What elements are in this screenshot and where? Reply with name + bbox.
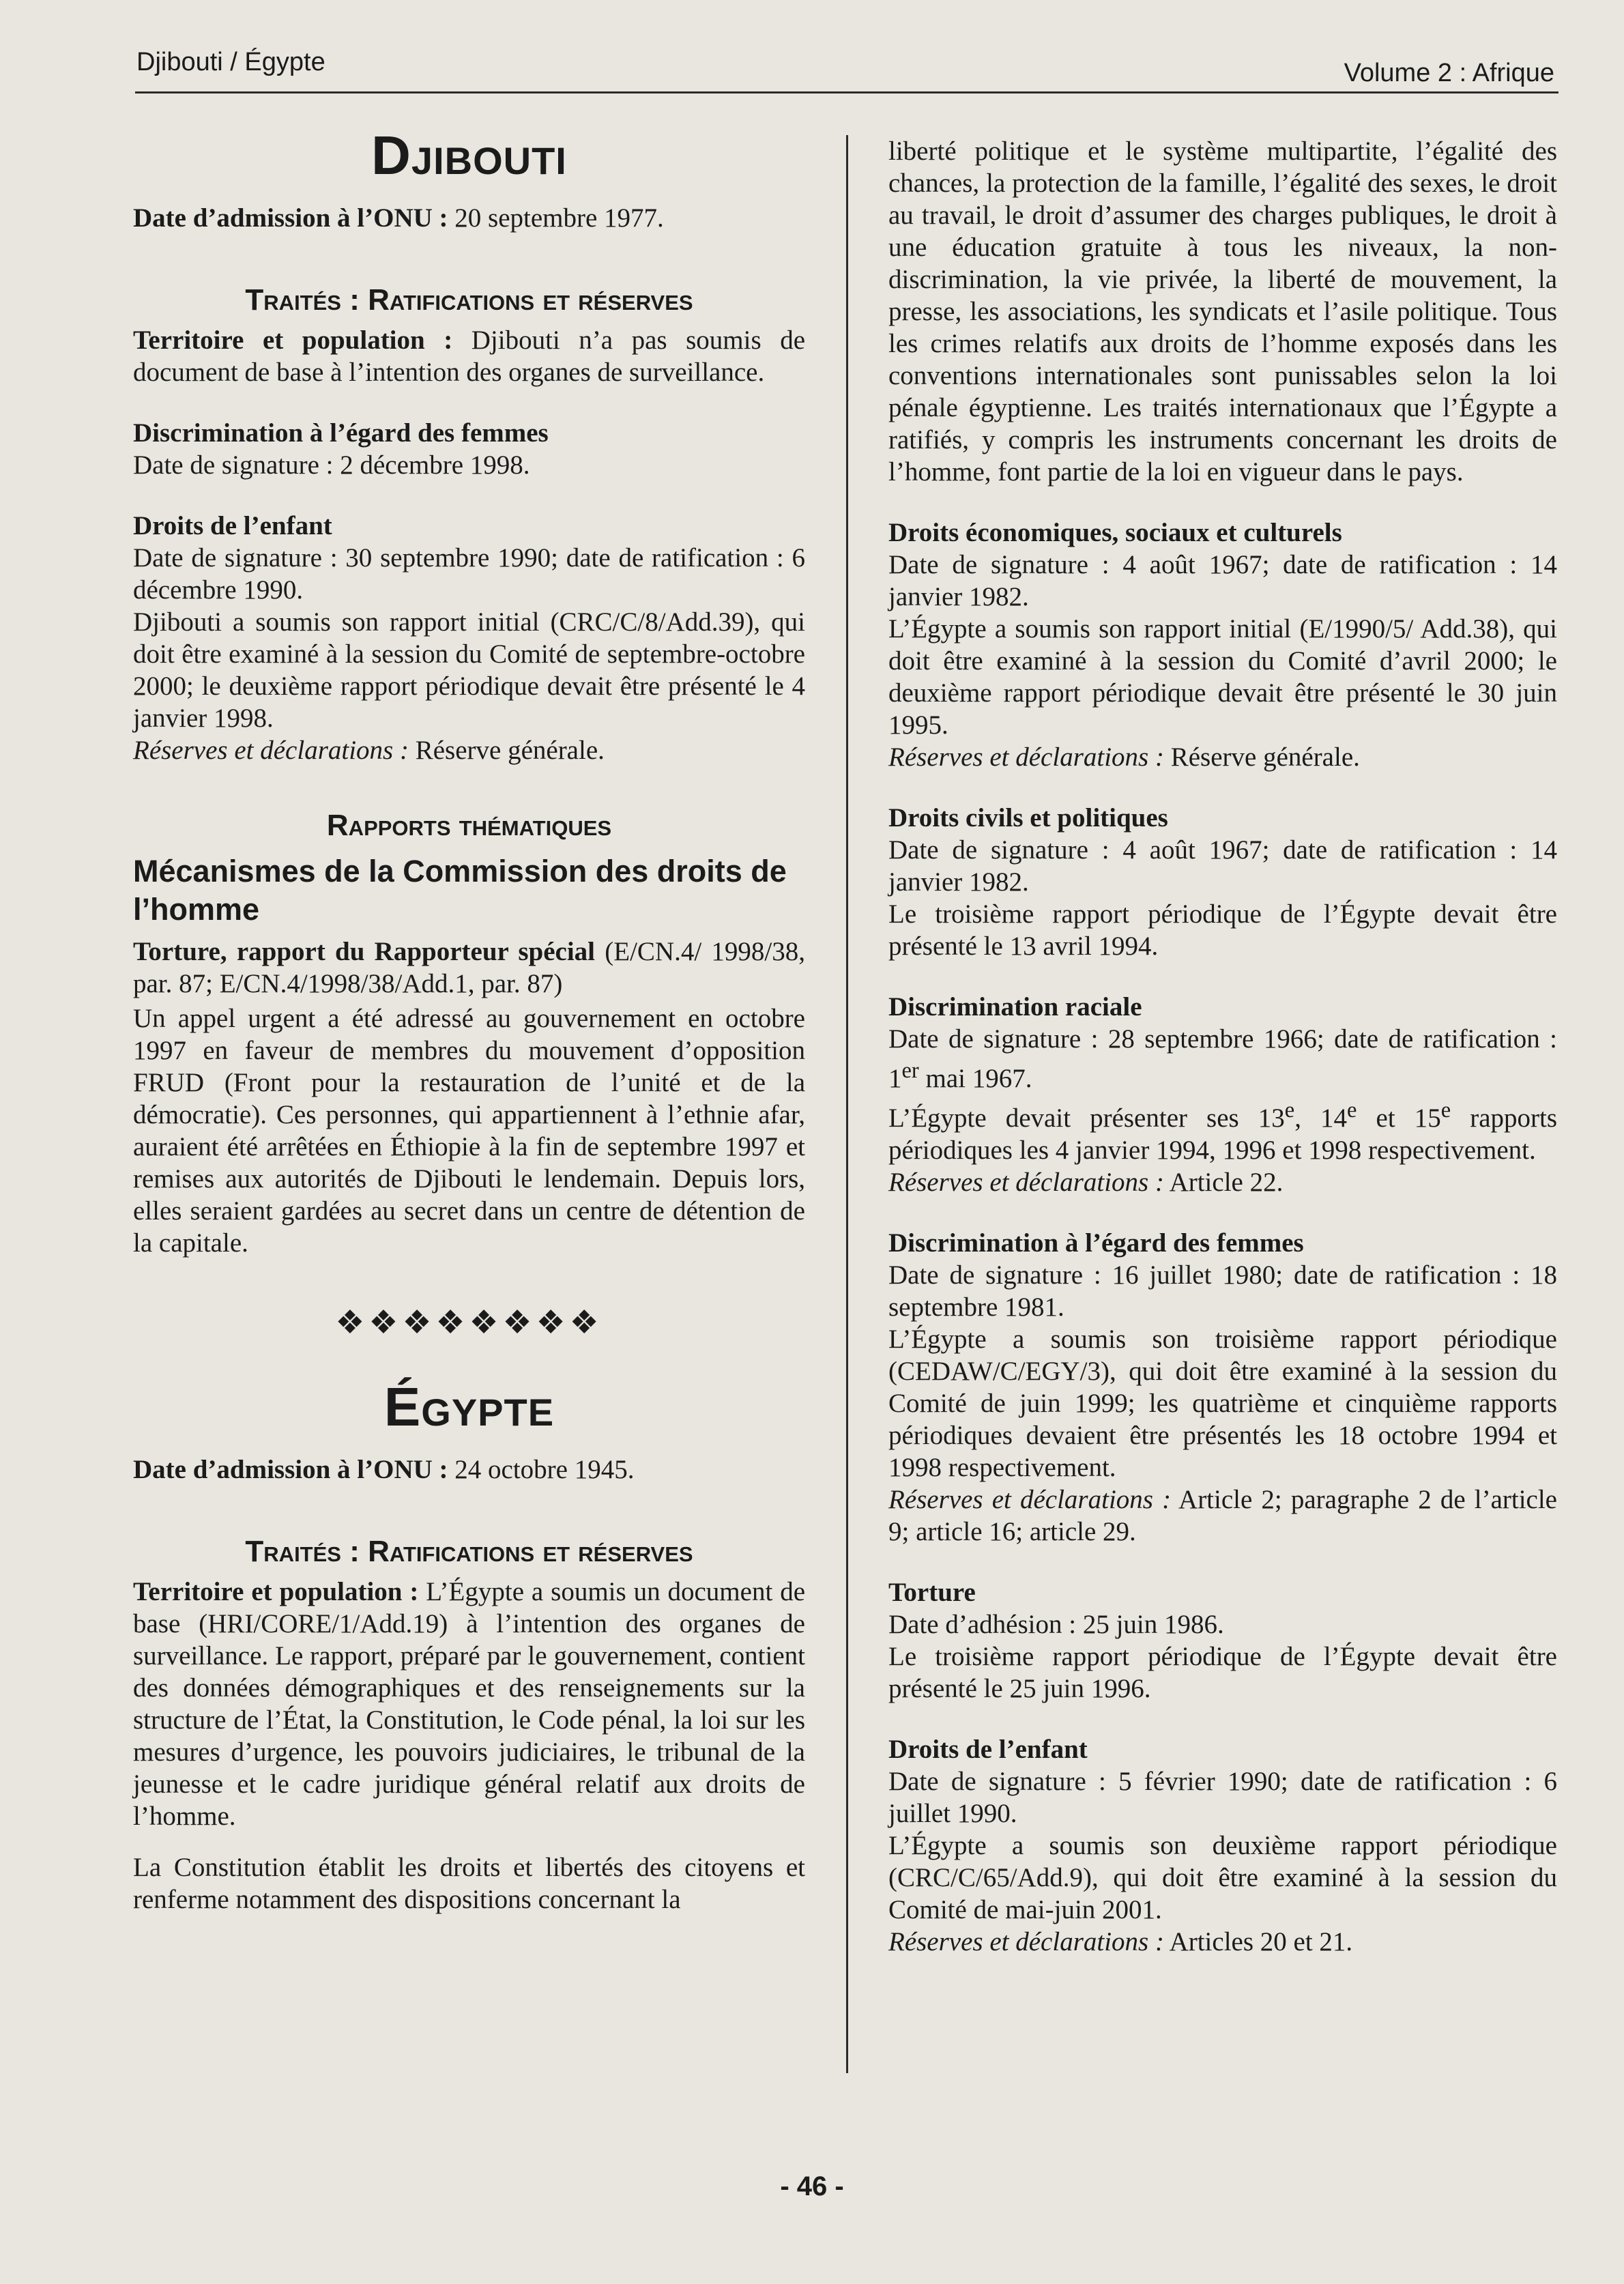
reserves-label: Réserves et déclarations : — [888, 1485, 1172, 1514]
entry-text: L’Égypte a soumis son deuxième rapport périodique (CRC/C/65/Add.9), qui doit être examiné à la session du Comité de mai-juin 2001. — [888, 1831, 1557, 1924]
territory-label: Territoire et population : — [133, 1577, 419, 1606]
column-divider — [846, 135, 848, 2073]
entry-text — [888, 1023, 1557, 1095]
entry-text: Date d’adhésion : 25 juin 1986. — [888, 1610, 1224, 1639]
entry-text: Date de signature : 2 décembre 1998. — [133, 450, 530, 480]
djibouti-admission — [133, 202, 805, 234]
entry-text: Date de signature : 30 septembre 1990; date de ratification : 6 décembre 1990. — [133, 543, 805, 605]
text-part: et 15 — [1357, 1103, 1441, 1133]
djibouti-child-entry — [133, 510, 805, 766]
egypte-women-entry — [888, 1227, 1557, 1548]
entry-heading: Discrimination à l’égard des femmes — [888, 1228, 1304, 1258]
text-part: L’Égypte devait présenter ses 13 — [888, 1103, 1285, 1133]
entry-heading: Droits de l’enfant — [133, 511, 332, 540]
entry-text: L’Égypte a soumis son rapport initial (E/1990/5/ Add.38), qui doit être examiné à la session du Comité d’avril 2000; le deuxième rapport périodique devait être présenté le 30 juin 1995. — [888, 614, 1557, 740]
djibouti-treaties-title: Traités : Ratifications et réserves — [245, 283, 693, 317]
entry-text: Le troisième rapport périodique de l’Égypte devait être présenté le 13 avril 1994. — [888, 899, 1557, 961]
superscript: e — [1284, 1098, 1295, 1123]
torture-ref: (E/CN.4/ 1998/38, par. 87; E/CN.4/1998/38/Add.1, par. 87) — [133, 937, 806, 998]
egypte-child-entry — [888, 1733, 1557, 1958]
torture-text: Un appel urgent a été adressé au gouvernement en octobre 1997 en faveur de membres du mouvement d’opposition FRUD (Front pour la restauration de l’unité et de la démocratie). Ces personnes, qui appartiennent à l’ethnie afar, auraient été arrêtées en Éthiopie à la fin de septembre 1997 et remises aux autorités de Djibouti le lendemain. Depuis lors, elles seraient gardées au secret dans un centre de détention de la capitale. — [133, 1004, 805, 1258]
text-part: mai 1967. — [918, 1064, 1032, 1093]
entry-heading: Droits économiques, sociaux et culturels — [888, 518, 1342, 547]
reserves-text: Réserve générale. — [1163, 742, 1360, 772]
entry-text: Date de signature : 16 juillet 1980; date de ratification : 18 septembre 1981. — [888, 1260, 1557, 1322]
egypte-civil-entry — [888, 802, 1557, 962]
entry-heading: Discrimination à l’égard des femmes — [133, 418, 549, 448]
reserves-label: Réserves et déclarations : — [888, 742, 1164, 772]
text-part: Date de signature : 28 septembre 1966; date de ratification : 1 — [888, 1024, 1557, 1093]
egypte-territory — [133, 1576, 805, 1832]
constitution-text-continued: liberté politique et le système multipartite, l’égalité des chances, la protection de la famille, l’égalité des sexes, le droit au travail, le droit d’assumer des charges publiques, le droit à une éducation gratuite à tous les niveaux, la non-discrimination, la vie privée, la liberté de mouvement, la presse, les associations, les syndicats et l’asile politique. Tous les crimes relatifs aux droits de l’homme exposés dans les conventions internationales sont punissables selon la loi pénale égyptienne. Les traités internationaux que l’Égypte a ratifiés, y compris les instruments concernant les droits de l’homme, font partie de la loi en vigueur dans le pays. — [888, 136, 1557, 487]
page-number: - 46 - — [780, 2171, 844, 2201]
entry-reserves — [888, 1926, 1557, 1958]
superscript: er — [901, 1058, 919, 1083]
header-volume: Volume 2 : Afrique — [1344, 59, 1554, 87]
superscript: e — [1347, 1098, 1357, 1123]
djibouti-territory — [133, 324, 805, 388]
text-part: , 14 — [1294, 1103, 1348, 1133]
entry-text: Date de signature : 4 août 1967; date de ratification : 14 janvier 1982. — [888, 835, 1557, 897]
entry-reserves — [133, 734, 805, 766]
djibouti-thematic-title: Rapports thématiques — [326, 809, 612, 842]
entry-text: L’Égypte a soumis son troisième rapport périodique (CEDAW/C/EGY/3), qui doit être examiné à la session du Comité de juin 1999; les quatrième et cinquième rapports périodiques devaient être présentés les 18 octobre 1994 et 1998 respectivement. — [888, 1325, 1557, 1482]
egypte-esc-entry — [888, 517, 1557, 773]
egypte-treaties-title: Traités : Ratifications et réserves — [245, 1535, 693, 1568]
reserves-label: Réserves et déclarations : — [888, 1927, 1164, 1956]
mechanisms-title: Mécanismes de la Commission des droits de l’homme — [133, 854, 787, 927]
entry-heading: Droits de l’enfant — [888, 1735, 1088, 1764]
entry-heading: Droits civils et politiques — [888, 803, 1168, 833]
section-ornament: ❖❖❖❖❖❖❖❖ — [335, 1305, 603, 1341]
territory-label: Territoire et population : — [133, 326, 453, 355]
left-column — [133, 121, 805, 1916]
territory-text: L’Égypte a soumis un document de base (HRI/CORE/1/Add.19) à l’intention des organes de surveillance. Le rapport, préparé par le gouvernement, contient des données démographiques et des renseignements sur la structure de l’État, la Constitution, le Code pénal, la loi sur les mesures d’urgence, les pouvoirs judiciaires, le tribunal de la jeunesse et le cadre juridique général relatif aux droits de l’homme. — [133, 1577, 806, 1831]
admission-label: Date d’admission à l’ONU : — [133, 1455, 448, 1484]
entry-text: Date de signature : 5 février 1990; date de ratification : 6 juillet 1990. — [888, 1767, 1557, 1828]
entry-text: Date de signature : 4 août 1967; date de ratification : 14 janvier 1982. — [888, 550, 1557, 611]
entry-reserves — [888, 1484, 1557, 1548]
torture-label: Torture, rapport du Rapporteur spécial — [133, 937, 596, 966]
text-part: rapports périodiques les 4 janvier 1994, 1996 et 1998 respectivement. — [888, 1103, 1558, 1165]
reserves-text: Article 2; paragraphe 2 de l’article 9; article 16; article 29. — [888, 1485, 1557, 1546]
djibouti-women-entry — [133, 417, 805, 481]
entry-text: Djibouti a soumis son rapport initial (CRC/C/8/Add.39), qui doit être examiné à la session du Comité de septembre-octobre 2000; le deuxième rapport périodique devait être présenté le 4 janvier 1998. — [133, 607, 805, 733]
superscript: e — [1440, 1098, 1451, 1123]
egypte-admission — [133, 1454, 805, 1486]
country-title-djibouti: Djibouti — [371, 125, 567, 186]
entry-text — [888, 1095, 1557, 1166]
header-country: Djibouti / Égypte — [136, 48, 325, 76]
admission-label: Date d’admission à l’ONU : — [133, 203, 448, 233]
torture-reference — [133, 936, 805, 1000]
entry-heading: Discrimination raciale — [888, 992, 1142, 1022]
admission-value: 24 octobre 1945. — [448, 1455, 635, 1484]
reserves-label: Réserves et déclarations : — [888, 1168, 1164, 1197]
entry-text: Le troisième rapport périodique de l’Égypte devait être présenté le 25 juin 1996. — [888, 1642, 1557, 1703]
reserves-text: Réserve générale. — [408, 736, 605, 765]
reserves-text: Article 22. — [1163, 1168, 1284, 1197]
entry-reserves — [888, 1166, 1557, 1198]
territory-text: Djibouti n’a pas soumis de document de base à l’intention des organes de surveillance. — [133, 326, 805, 387]
country-title-egypte: Égypte — [383, 1376, 555, 1437]
constitution-text-start: La Constitution établit les droits et libertés des citoyens et renferme notamment des dispositions concernant la — [133, 1853, 805, 1914]
egypte-torture-entry — [888, 1576, 1557, 1705]
entry-reserves — [888, 741, 1557, 773]
egypte-racial-entry — [888, 991, 1557, 1198]
running-header — [135, 42, 1558, 93]
reserves-text: Articles 20 et 21. — [1163, 1927, 1353, 1956]
admission-value: 20 septembre 1977. — [448, 203, 664, 233]
entry-heading: Torture — [888, 1578, 976, 1607]
right-column — [888, 135, 1557, 1958]
reserves-label: Réserves et déclarations : — [133, 736, 409, 765]
